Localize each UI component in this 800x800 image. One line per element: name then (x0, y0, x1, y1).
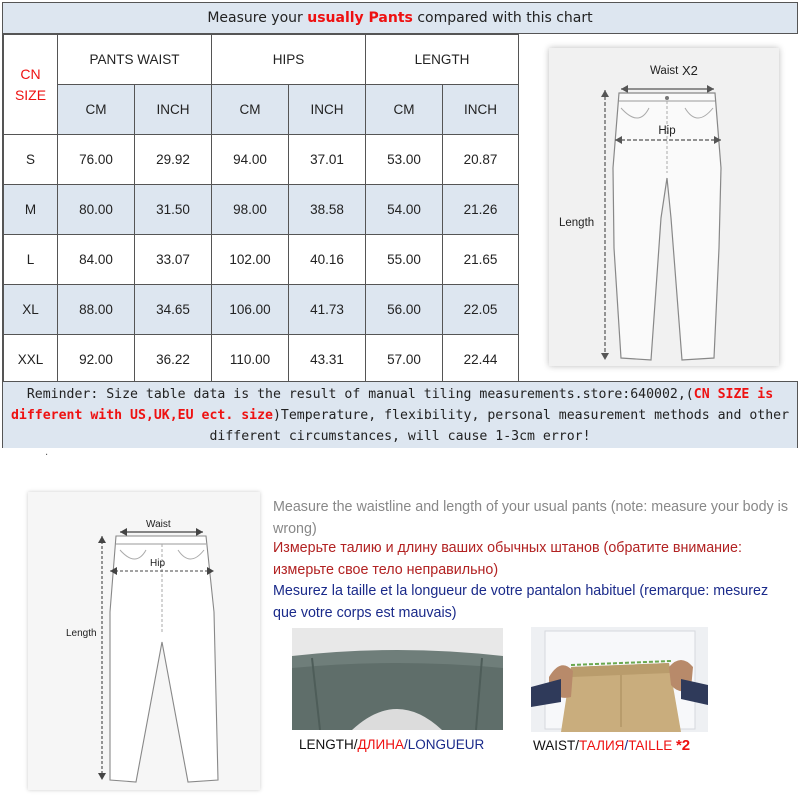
table-row (4, 235, 519, 285)
table-cell: 94.00 (212, 135, 289, 185)
table-cell: 53.00 (366, 135, 443, 185)
size-chart (2, 2, 798, 448)
note-english: Measure the waistline and length of your usual pants (note: measure your body is wrong) (273, 499, 788, 537)
header-prefix: Measure your (207, 10, 308, 26)
caption-waist-fr: TAILLE (628, 738, 676, 753)
table-cell: 20.87 (443, 135, 519, 185)
table-cell: 38.58 (289, 185, 366, 235)
table-cell: 84.00 (58, 235, 135, 285)
caption-waist-en: WAIST/ (533, 738, 579, 753)
table-cell: 34.65 (135, 285, 212, 335)
table-row (4, 335, 519, 385)
caption-sep: / (403, 737, 408, 752)
unit-header: CM (366, 85, 443, 135)
note-french: Mesurez la taille et la longueur de votre pantalon habituel (remarque: mesurez que votre corps est mauvais) (273, 583, 769, 621)
table-cell: 22.05 (443, 285, 519, 335)
table-cell: 56.00 (366, 285, 443, 335)
table-cell: 21.26 (443, 185, 519, 235)
pants-diagram-panel (518, 34, 798, 381)
size-cell: XL (4, 285, 58, 335)
table-cell: 57.00 (366, 335, 443, 385)
table-row (4, 285, 519, 335)
table-cell: 31.50 (135, 185, 212, 235)
table-cell: 29.92 (135, 135, 212, 185)
note-russian: Измерьте талию и длину ваших обычных штанов (обратите внимание: измерьте свое тело неправильно) (273, 540, 742, 578)
size-cell: S (4, 135, 58, 185)
caption-length-en: LENGTH/ (299, 737, 358, 752)
waist-label: Waist (146, 519, 171, 530)
size-cell: L (4, 235, 58, 285)
length-caption (299, 737, 484, 752)
table-cell: 54.00 (366, 185, 443, 235)
table-cell: 43.31 (289, 335, 366, 385)
size-table (3, 34, 519, 385)
table-cell: 80.00 (58, 185, 135, 235)
table-cell: 41.73 (289, 285, 366, 335)
length-measure-photo (292, 628, 503, 730)
unit-header: INCH (135, 85, 212, 135)
table-cell: 36.22 (135, 335, 212, 385)
unit-header: INCH (289, 85, 366, 135)
size-cell: M (4, 185, 58, 235)
unit-header: CM (212, 85, 289, 135)
pants-diagram (549, 48, 779, 366)
waist-measure-photo (531, 627, 708, 732)
caption-length-fr: LONGUEUR (407, 737, 485, 752)
waist-x2-label: X2 (682, 63, 698, 78)
size-column-header: CN SIZE (4, 35, 58, 135)
table-cell: 22.44 (443, 335, 519, 385)
reminder-text-tail: )Temperature, flexibility, personal measurement methods and other different circumstances, will cause 1-3cm error! (209, 408, 790, 444)
pants-diagram-bottom (28, 492, 260, 790)
header-highlight: usually Pants (307, 10, 413, 26)
caption-waist-ru: ТАЛИЯ (579, 738, 625, 753)
table-cell: 76.00 (58, 135, 135, 185)
table-row (4, 185, 519, 235)
table-row (4, 135, 519, 185)
hip-label: Hip (150, 558, 166, 569)
table-cell: 88.00 (58, 285, 135, 335)
unit-header: INCH (443, 85, 519, 135)
length-label: Length (66, 628, 97, 639)
reminder-text: Reminder: Size table data is the result of manual tiling measurements.store:640002,( (26, 387, 694, 402)
header-suffix: compared with this chart (412, 10, 593, 26)
stray-dot: · (45, 450, 49, 461)
caption-length-ru: ДЛИНА (357, 737, 404, 752)
table-cell: 55.00 (366, 235, 443, 285)
table-cell: 40.16 (289, 235, 366, 285)
reminder-warning: CN SIZE is different with US,UK,EU ect. size (10, 387, 774, 423)
table-cell: 92.00 (58, 335, 135, 385)
caption-waist-x2: *2 (675, 737, 691, 754)
table-cell: 98.00 (212, 185, 289, 235)
waist-label: Waist (650, 65, 679, 77)
table-cell: 37.01 (289, 135, 366, 185)
table-cell: 21.65 (443, 235, 519, 285)
reminder-note (3, 381, 797, 448)
group-header-waist: PANTS WAIST (58, 35, 212, 85)
caption-sep: / (624, 738, 629, 753)
table-cell: 33.07 (135, 235, 212, 285)
table-cell: 106.00 (212, 285, 289, 335)
group-header-hips: HIPS (212, 35, 366, 85)
length-label: Length (559, 217, 595, 229)
waist-caption (533, 737, 690, 754)
chart-header (3, 3, 797, 34)
unit-header: CM (58, 85, 135, 135)
hip-label: Hip (658, 125, 676, 137)
table-cell: 110.00 (212, 335, 289, 385)
size-cell: XXL (4, 335, 58, 385)
button-icon (665, 96, 669, 100)
table-cell: 102.00 (212, 235, 289, 285)
group-header-length: LENGTH (366, 35, 519, 85)
